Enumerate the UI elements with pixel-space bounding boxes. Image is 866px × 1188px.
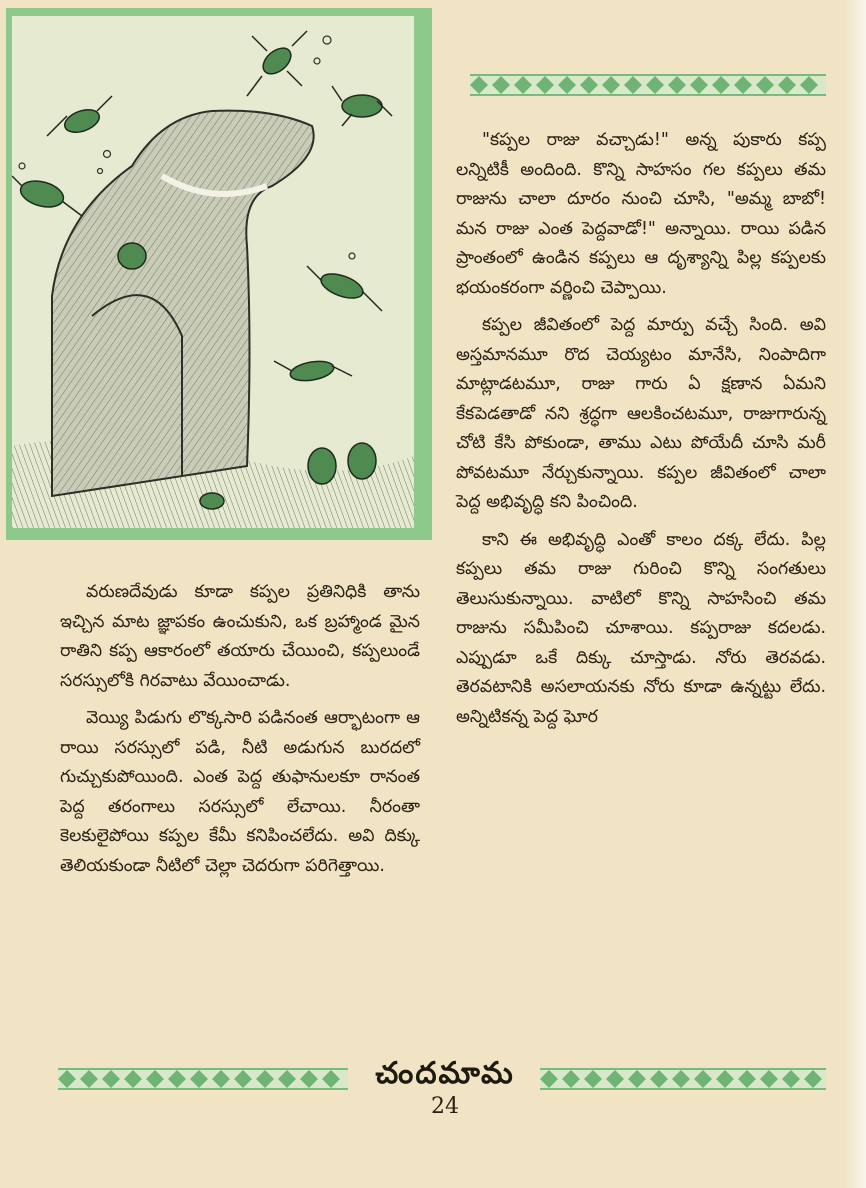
frog-king-illustration [12, 16, 414, 528]
footer-right-border [540, 1068, 826, 1090]
left-paragraph-1: వరుణదేవుడు కూడా కప్పల ప్రతినిధికి తాను ఇచ్చిన మాట జ్ఞాపకం ఉంచుకుని, ఒక బ్రహ్మాండ మైన రాతిని కప్ప ఆకారంలో తయారు చేయించి, కప్పలుండే సరస్సులోకి గిరవాటు వేయించాడు. [60, 582, 420, 691]
right-paragraph-1: "కప్పల రాజు వచ్చాడు!" అన్న పుకారు కప్ప లన్నిటికీ అందింది. కొన్ని సాహసం గల కప్పలు తమ రాజును చాలా దూరం నుంచి చూసి, "అమ్మ బాబో! మన రాజు ఎంత పెద్దవాడో!" అన్నాయి. రాయి పడిన ప్రాంతంలో ఉండిన కప్పలు ఆ దృశ్యాన్ని పిల్ల కప్పలకు భయంకరంగా వర్ణించి చెప్పాయి. [456, 130, 826, 298]
magazine-title: చందమామ [375, 1056, 515, 1091]
left-text-column [60, 578, 420, 881]
ornament-pattern [58, 1070, 348, 1088]
right-paragraph-3: కాని ఈ అభివృద్ధి ఎంతో కాలం దక్క లేదు. పిల్ల కప్పలు తమ రాజు గురించి కొన్ని సంగతులు తెలుసుకున్నాయి. వాటిలో కొన్ని సాహసించి తమ రాజును సమీపించి చూశాయి. కప్పరాజు కదలడు. ఎప్పుడూ ఒకే దిక్కు చూస్తాడు. నోరు తెరవడు. తెరవటానికి అసలాయనకు నోరు కూడా ఉన్నట్టు లేదు. అన్నిటికన్న పెద్ద ఘోర [456, 529, 826, 727]
ornament-pattern [470, 76, 826, 94]
top-decorative-border [470, 74, 826, 96]
ornament-pattern [540, 1070, 826, 1088]
page-number: 24 [431, 1094, 459, 1119]
footer-left-border [58, 1068, 348, 1090]
illustration-drawing [12, 16, 414, 528]
right-text-column [456, 126, 826, 732]
right-paragraph-2: కప్పల జీవితంలో పెద్ద మార్పు వచ్చే సింది. అవి అస్తమానమూ రొద చెయ్యటం మానేసి, నింపాదిగా మాట్లాడటమూ, రాజు గారు ఏ క్షణాన ఏమని కేకపెడతాడో నని శ్రద్ధగా ఆలకించటమూ, రాజుగారున్న చోటి కేసి పోకుండా, తాము ఎటు పోయేదీ చూసి మరీ పోవటమూ నేర్చుకున్నాయి. కప్పల జీవితంలో చాలా పెద్ద అభివృద్ధి కని పించింది. [456, 315, 826, 512]
left-paragraph-2: వెయ్యి పిడుగు లొక్కసారి పడినంత ఆర్భాటంగా ఆ రాయి సరస్సులో పడి, నీటి అడుగున బురదలో గుచ్చుకుపోయింది. ఎంత పెద్ద తుఫానులకూ రానంత పెద్ద తరంగాలు సరస్సులో లేచాయి. నీరంతా కెలకులైపోయి కప్పల కేమీ కనిపించలేదు. అవి దిక్కు తెలియకుండా నీటిలో చెల్లా చెదరుగా పరిగెత్తాయి. [60, 708, 420, 876]
illustration-frame [6, 8, 432, 540]
